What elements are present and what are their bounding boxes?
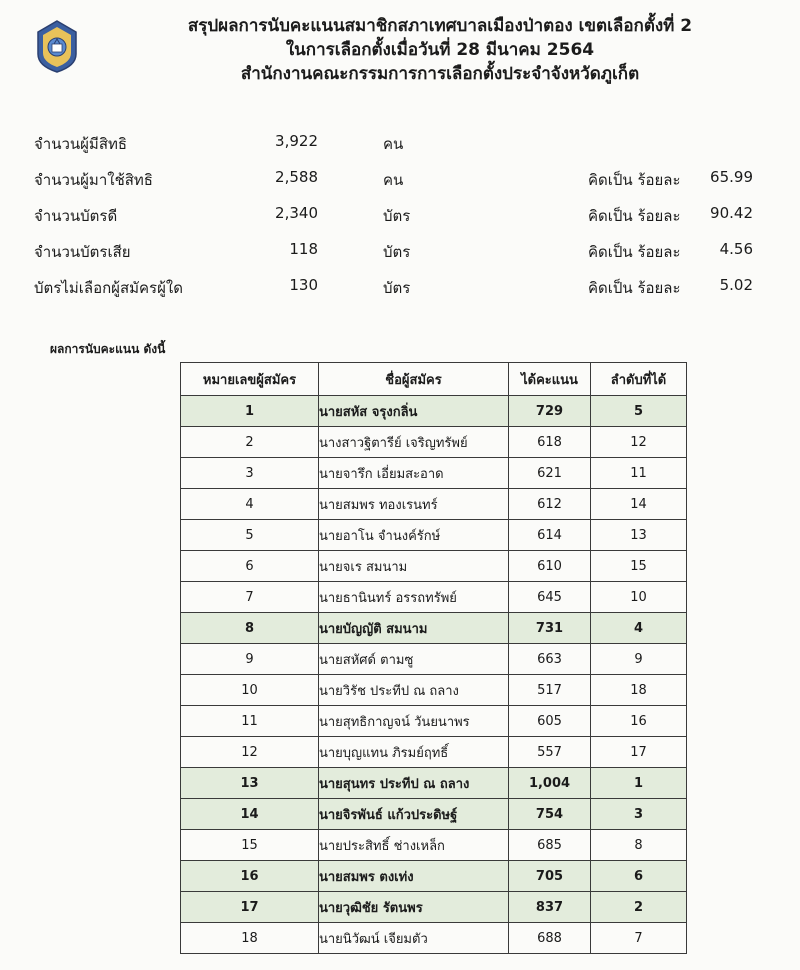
votes-cell: 731 [509,613,591,644]
percent-value: 65.99 [710,168,753,186]
votes-cell: 1,004 [509,768,591,799]
votes-cell: 663 [509,644,591,675]
candidate-name-cell: นายนิวัฒน์ เจียมตัว [319,923,509,954]
votes-cell: 645 [509,582,591,613]
candidate-name-cell: นายจารึก เอี่ยมสะอาด [319,458,509,489]
stat-label: จำนวนบัตรเสีย [34,243,131,261]
candidate-number-cell: 8 [181,613,319,644]
candidate-number-cell: 6 [181,551,319,582]
rank-cell: 16 [591,706,687,737]
candidate-number-cell: 2 [181,427,319,458]
stat-unit: บัตร [383,207,411,225]
candidate-name-cell: นายสุทธิกาญจน์ วันยนาพร [319,706,509,737]
stat-label: จำนวนบัตรดี [34,207,118,225]
percent-label: คิดเป็น ร้อยละ [588,207,681,225]
percent-value: 4.56 [719,240,753,258]
table-row [181,675,687,706]
rank-cell: 6 [591,861,687,892]
ect-emblem-icon [30,18,84,74]
candidate-name-cell: นายสหัส จรุงกลิ่น [319,396,509,427]
stat-value: 130 [289,276,318,294]
page-title [90,14,790,86]
candidate-name-cell: นายวิรัช ประทีป ณ ถลาง [319,675,509,706]
rank-cell: 5 [591,396,687,427]
title-line-3: สำนักงานคณะกรรมการการเลือกตั้งประจำจังหวัดภูเก็ต [240,64,640,84]
table-row [181,644,687,675]
candidate-name-cell: นายสมพร ทองเรนทร์ [319,489,509,520]
rank-cell: 10 [591,582,687,613]
votes-cell: 605 [509,706,591,737]
table-row [181,923,687,954]
stat-value: 2,588 [275,168,318,186]
candidate-number-cell: 7 [181,582,319,613]
table-row [181,551,687,582]
stat-value: 3,922 [275,132,318,150]
rank-cell: 13 [591,520,687,551]
stat-value: 2,340 [275,204,318,222]
candidate-number-cell: 13 [181,768,319,799]
rank-cell: 8 [591,830,687,861]
rank-cell: 11 [591,458,687,489]
stat-value: 118 [289,240,318,258]
candidate-name-cell: นายอาโน จำนงค์รักษ์ [319,520,509,551]
stat-unit: บัตร [383,243,411,261]
votes-cell: 621 [509,458,591,489]
rank-cell: 3 [591,799,687,830]
candidate-number-cell: 17 [181,892,319,923]
candidate-number-cell: 5 [181,520,319,551]
candidate-number-cell: 12 [181,737,319,768]
percent-label: คิดเป็น ร้อยละ [588,243,681,261]
table-row [181,892,687,923]
rank-cell: 15 [591,551,687,582]
table-row [181,582,687,613]
votes-cell: 837 [509,892,591,923]
header-rank: ลำดับที่ได้ [591,363,687,396]
rank-cell: 9 [591,644,687,675]
title-line-2: ในการเลือกตั้งเมื่อวันที่ 28 มีนาคม 2564 [285,40,595,60]
votes-cell: 610 [509,551,591,582]
candidate-name-cell: นายธานินทร์ อรรถทรัพย์ [319,582,509,613]
candidate-number-cell: 9 [181,644,319,675]
table-row [181,768,687,799]
candidate-name-cell: นายวุฒิชัย รัตนพร [319,892,509,923]
candidate-number-cell: 15 [181,830,319,861]
stat-unit: คน [383,135,404,153]
candidate-number-cell: 16 [181,861,319,892]
candidate-name-cell: นายสุนทร ประทีป ณ ถลาง [319,768,509,799]
percent-value: 5.02 [719,276,753,294]
votes-cell: 754 [509,799,591,830]
candidate-number-cell: 1 [181,396,319,427]
table-row [181,861,687,892]
header-votes: ได้คะแนน [509,363,591,396]
votes-cell: 612 [509,489,591,520]
ect-logo [30,18,84,74]
candidate-name-cell: นายสมพร ตงเท่ง [319,861,509,892]
votes-cell: 618 [509,427,591,458]
stat-row-no-vote-ballots [0,276,800,302]
stat-unit: คน [383,171,404,189]
percent-value: 90.42 [710,204,753,222]
table-row [181,520,687,551]
votes-cell: 688 [509,923,591,954]
table-row [181,737,687,768]
table-row [181,613,687,644]
stat-unit: บัตร [383,279,411,297]
results-table-body [181,396,687,954]
rank-cell: 1 [591,768,687,799]
rank-cell: 12 [591,427,687,458]
candidate-name-cell: นายจเร สมนาม [319,551,509,582]
table-row [181,799,687,830]
table-row [181,427,687,458]
candidate-name-cell: นายบัญญัติ สมนาม [319,613,509,644]
candidate-name-cell: นายบุญแทน ภิรมย์ฤทธิ์ [319,737,509,768]
table-row [181,706,687,737]
stat-row-eligible [0,132,800,158]
votes-cell: 729 [509,396,591,427]
candidate-number-cell: 10 [181,675,319,706]
rank-cell: 18 [591,675,687,706]
title-line-1: สรุปผลการนับคะแนนสมาชิกสภาเทศบาลเมืองป่าตอง เขตเลือกตั้งที่ 2 [187,16,693,36]
rank-cell: 4 [591,613,687,644]
rank-cell: 14 [591,489,687,520]
table-header-row [181,363,687,396]
votes-cell: 557 [509,737,591,768]
percent-label: คิดเป็น ร้อยละ [588,279,681,297]
header-candidate-number: หมายเลขผู้สมัคร [181,363,319,396]
candidate-name-cell: นายประสิทธิ์ ช่างเหล็ก [319,830,509,861]
percent-label: คิดเป็น ร้อยละ [588,171,681,189]
votes-cell: 517 [509,675,591,706]
table-row [181,830,687,861]
candidate-number-cell: 4 [181,489,319,520]
votes-cell: 614 [509,520,591,551]
stat-row-invalid-ballots [0,240,800,266]
candidate-name-cell: นายจิรพันธ์ แก้วประดิษฐ์ [319,799,509,830]
candidate-name-cell: นางสาวฐิตารีย์ เจริญทรัพย์ [319,427,509,458]
rank-cell: 2 [591,892,687,923]
candidate-number-cell: 11 [181,706,319,737]
results-table [180,362,687,954]
table-row [181,458,687,489]
rank-cell: 17 [591,737,687,768]
candidate-name-cell: นายสหัศด์ ตามซู [319,644,509,675]
votes-cell: 685 [509,830,591,861]
stat-label: จำนวนผู้มาใช้สิทธิ [34,171,153,189]
stat-label: บัตรไม่เลือกผู้สมัครผู้ใด [34,279,183,297]
candidate-number-cell: 3 [181,458,319,489]
stat-row-valid-ballots [0,204,800,230]
votes-cell: 705 [509,861,591,892]
header-candidate-name: ชื่อผู้สมัคร [319,363,509,396]
table-row [181,489,687,520]
stat-row-turnout [0,168,800,194]
candidate-number-cell: 14 [181,799,319,830]
table-row [181,396,687,427]
candidate-number-cell: 18 [181,923,319,954]
stat-label: จำนวนผู้มีสิทธิ [34,135,128,153]
results-caption: ผลการนับคะแนน ดังนี้ [50,342,166,356]
rank-cell: 7 [591,923,687,954]
